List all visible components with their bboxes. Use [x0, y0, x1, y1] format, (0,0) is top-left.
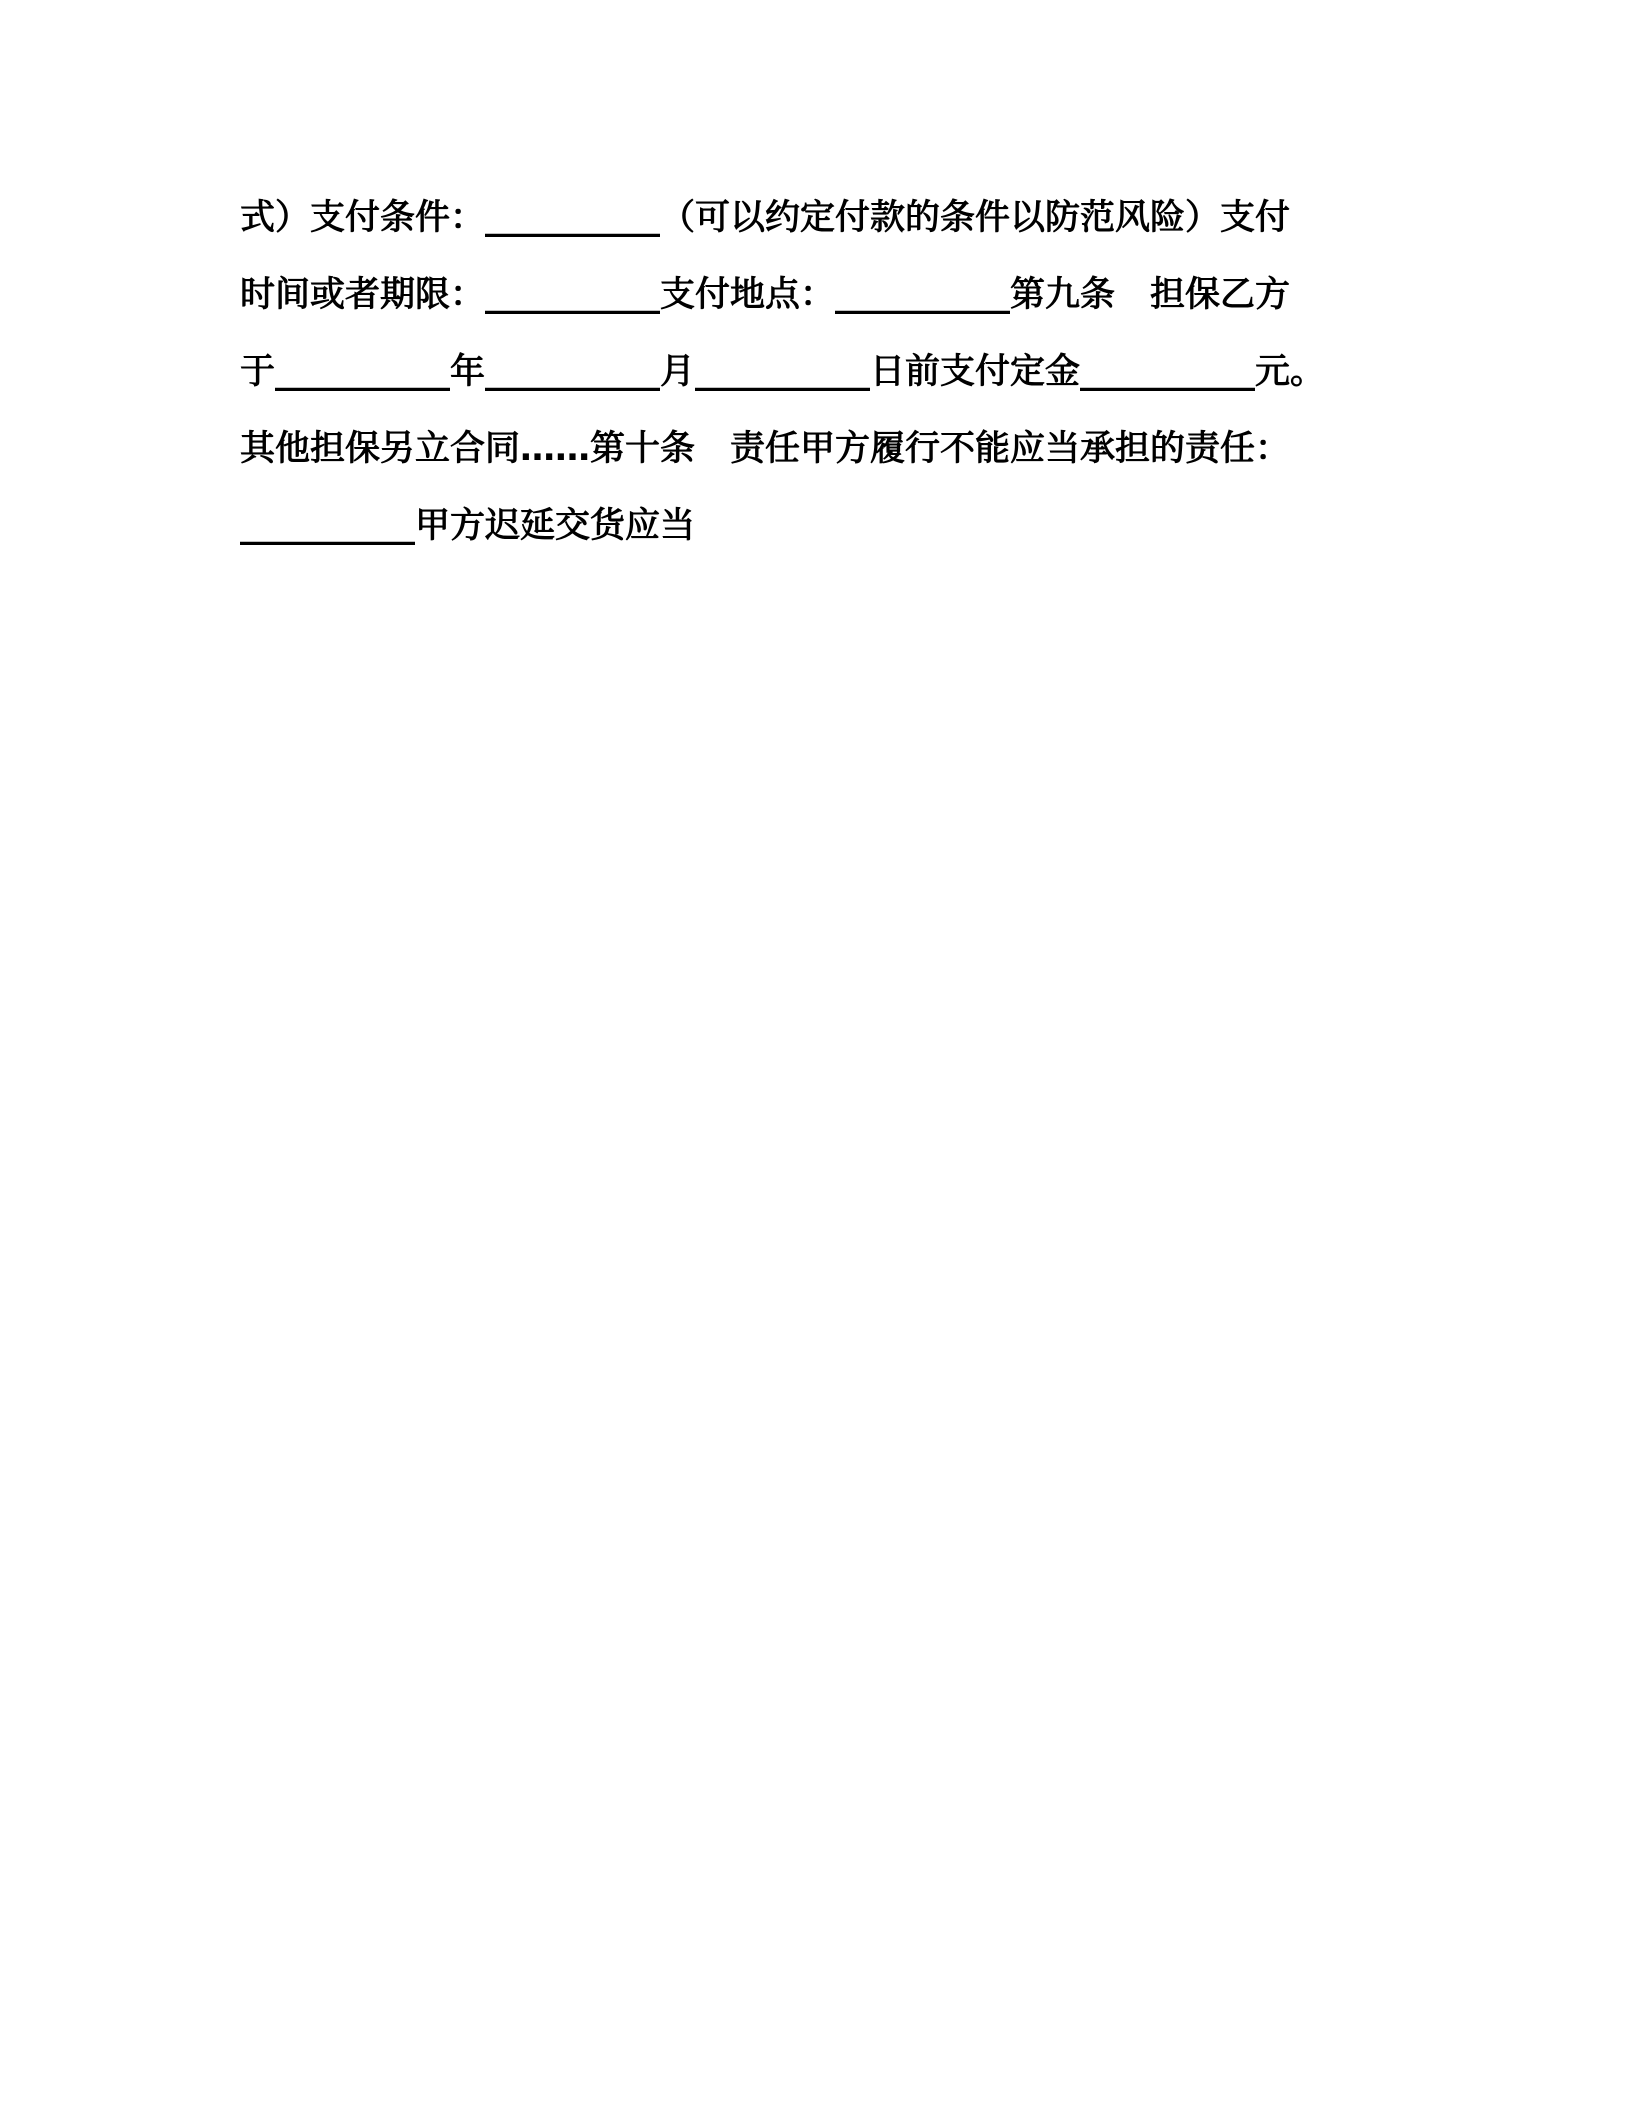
contract-body-text [240, 180, 1400, 565]
text-line-4: 其他担保另立合同……第十条 责任甲方履行不能应当承担的责任： [240, 429, 1291, 469]
text-line-5: __________甲方迟延交货应当 [240, 506, 696, 546]
text-line-3: 于__________年__________月__________日前支付定金__________元。 [240, 352, 1326, 392]
text-line-1: 式）支付条件：__________（可以约定付款的条件以防范风险）支付 [240, 198, 1291, 238]
text-line-2: 时间或者期限：__________支付地点：__________第九条 担保乙方 [240, 275, 1291, 315]
